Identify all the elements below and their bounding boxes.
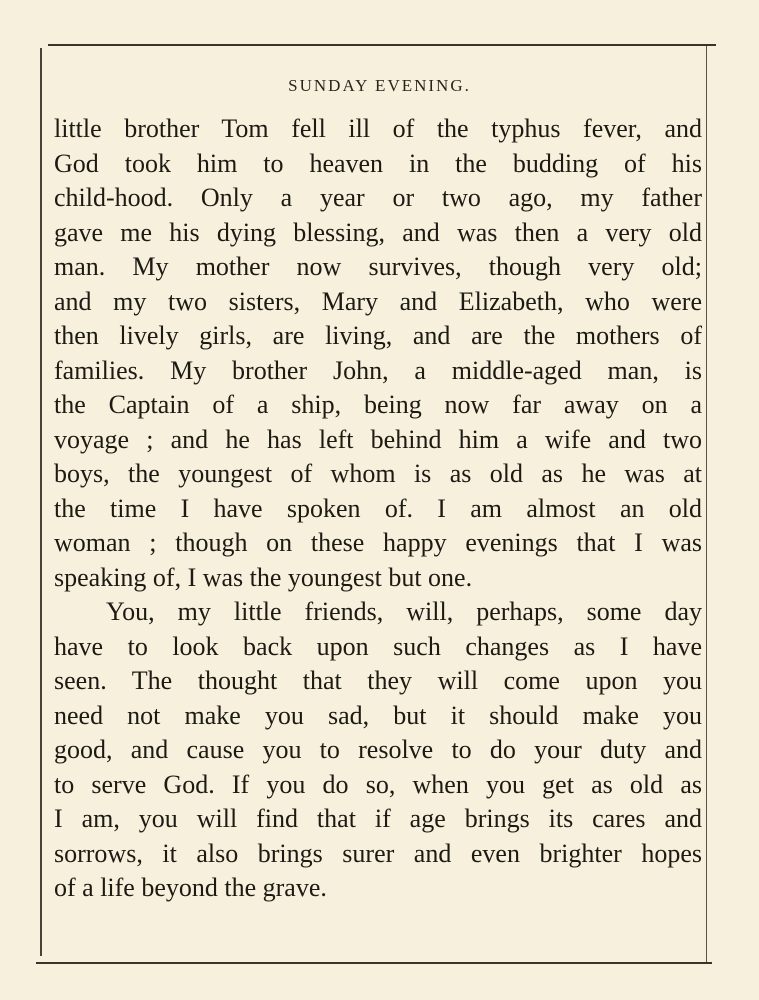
left-rule bbox=[40, 48, 42, 956]
text-line: have to look back upon such changes as I have bbox=[54, 631, 702, 661]
text-line: boys, the youngest of whom is as old as he was at bbox=[54, 459, 702, 488]
text-line: sorrows, it also brings surer and even brighter hopes bbox=[54, 838, 702, 868]
text-line: to serve God. If you do so, when you get as old as bbox=[54, 769, 702, 799]
text-line: good, and cause you to resolve to do your duty and bbox=[54, 735, 702, 764]
text-line: need not make you sad, but it should make you bbox=[54, 700, 702, 730]
text-line: speaking of, I was the youngest but one. bbox=[54, 562, 473, 592]
text-line: families. My brother John, a middle-aged man, is bbox=[54, 355, 702, 385]
text-line: man. My mother now survives, though very old; bbox=[54, 252, 702, 281]
text-line: I am, you will find that if age brings its cares and bbox=[54, 804, 702, 833]
running-head: SUNDAY EVENING. bbox=[288, 76, 471, 95]
body-text bbox=[54, 112, 702, 906]
text-line: You, my little friends, will, perhaps, some day bbox=[106, 597, 702, 626]
text-line: then lively girls, are living, and are the mothers of bbox=[54, 321, 702, 350]
text-line: of a life beyond the grave. bbox=[54, 873, 327, 902]
top-rule bbox=[48, 44, 716, 46]
text-line: child-hood. Only a year or two ago, my father bbox=[54, 183, 702, 212]
text-line: voyage ; and he has left behind him a wife and two bbox=[54, 424, 702, 454]
text-line: the Captain of a ship, being now far away on a bbox=[54, 390, 702, 419]
text-line: God took him to heaven in the budding of his bbox=[54, 148, 702, 178]
text-line: seen. The thought that they will come upon you bbox=[54, 666, 702, 695]
text-line: the time I have spoken of. I am almost an old bbox=[54, 493, 702, 523]
text-line: woman ; though on these happy evenings that I was bbox=[54, 528, 702, 557]
right-rule bbox=[706, 46, 707, 962]
text-line: gave me his dying blessing, and was then a very old bbox=[54, 217, 702, 247]
text-line: and my two sisters, Mary and Elizabeth, who were bbox=[54, 286, 702, 316]
text-line: little brother Tom fell ill of the typhus fever, and bbox=[54, 114, 702, 143]
bottom-rule bbox=[36, 962, 712, 964]
